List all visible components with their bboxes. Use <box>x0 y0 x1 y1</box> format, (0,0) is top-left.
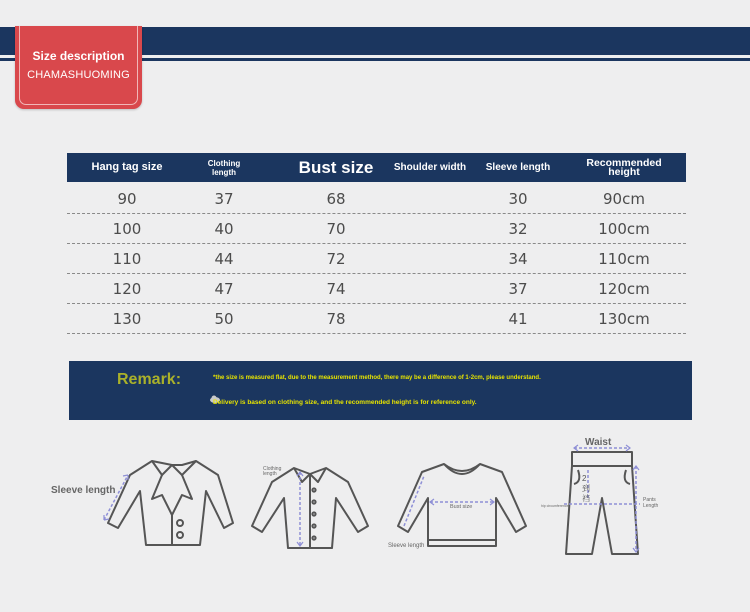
table-row <box>67 273 686 304</box>
header-sleeve-length: Sleeve length <box>485 162 551 173</box>
table-cell: 74 <box>326 280 346 298</box>
badge-subtitle: CHAMASHUOMING <box>27 69 130 81</box>
pants-waist-label: Waist <box>585 437 612 448</box>
remark-line-2: Delivery is based on clothing size, and the recommended height is for reference only. <box>213 399 477 406</box>
table-cell: 37 <box>214 190 234 208</box>
table-cell: 90cm <box>603 190 645 208</box>
table-cell <box>385 213 475 243</box>
header-hang-tag-size: Hang tag size <box>91 161 163 173</box>
table-cell: 130cm <box>598 310 650 328</box>
table-cell: 37 <box>508 280 528 298</box>
table-cell: 100cm <box>598 220 650 238</box>
sweater-sleeve-label: Sleeve length <box>388 543 425 549</box>
table-cell: 41 <box>508 310 528 328</box>
table-cell: 40 <box>214 220 234 238</box>
pants-hip-label: hip circumference <box>541 504 569 508</box>
table-cell <box>385 303 475 333</box>
table-cell: 68 <box>326 190 346 208</box>
badge-title: Size description <box>32 49 125 63</box>
header-clothing-length: Clothing length <box>207 158 241 177</box>
remark-label: Remark: <box>117 371 182 388</box>
table-cell: 110cm <box>598 250 650 268</box>
table-cell: 100 <box>112 220 142 238</box>
table-cell: 72 <box>326 250 346 268</box>
table-cell <box>385 243 475 273</box>
table-row <box>67 303 686 334</box>
table-cell: 44 <box>214 250 234 268</box>
jacket-sleeve-length-label: Sleeve length <box>51 485 116 496</box>
shirt-length-label: Clothing length <box>263 466 282 477</box>
header-bust-size: Bust size <box>298 158 374 177</box>
table-cell: 130 <box>112 310 142 328</box>
table-cell: 30 <box>508 190 528 208</box>
table-cell: 34 <box>508 250 528 268</box>
shirt-icon <box>250 460 370 560</box>
table-cell <box>385 183 475 213</box>
table-row <box>67 243 686 274</box>
pants-icon <box>560 448 650 558</box>
size-table-header <box>67 153 686 182</box>
table-cell: 120cm <box>598 280 650 298</box>
table-cell: 78 <box>326 310 346 328</box>
header-shoulder-width: Shoulder width <box>393 162 467 173</box>
table-cell: 32 <box>508 220 528 238</box>
table-cell <box>385 273 475 303</box>
table-cell: 50 <box>214 310 234 328</box>
table-row <box>67 213 686 244</box>
remark-box <box>69 361 692 420</box>
table-cell: 110 <box>112 250 142 268</box>
table-cell: 70 <box>326 220 346 238</box>
table-row <box>67 183 686 214</box>
header-recommended-height: Recommended height <box>586 156 662 178</box>
jacket-icon <box>100 455 230 555</box>
remark-line-1: *the size is measured flat, due to the measurement method, there may be a difference of 1-2cm, please understand. <box>213 375 541 381</box>
table-cell: 90 <box>117 190 137 208</box>
sweater-bust-label: Bust size <box>450 504 473 510</box>
badge-border <box>19 26 138 105</box>
table-cell: 120 <box>112 280 142 298</box>
table-cell: 47 <box>214 280 234 298</box>
pants-length-label: Pants Length <box>643 497 659 509</box>
pants-crotch-label: 2到裆 <box>582 474 590 503</box>
size-description-badge <box>15 26 142 109</box>
